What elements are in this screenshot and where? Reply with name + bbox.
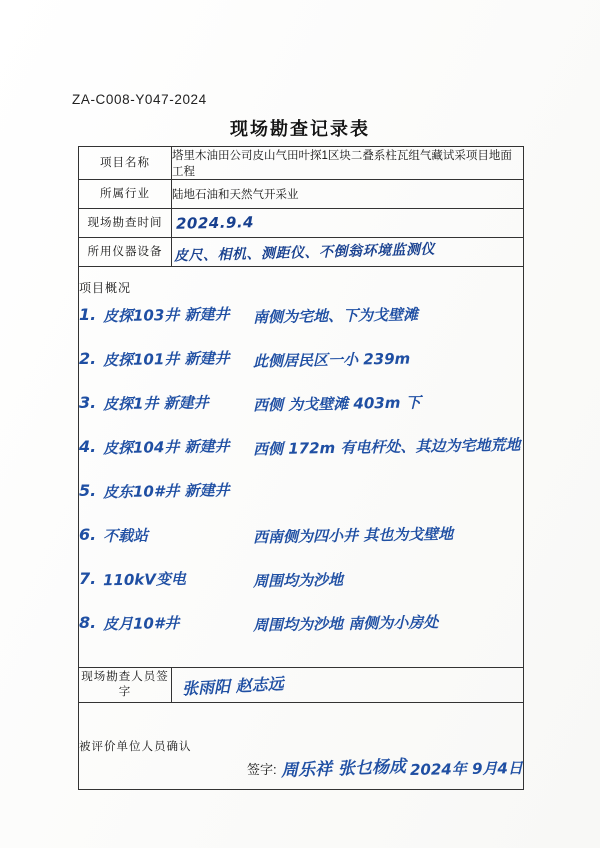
overview-item-left: 皮探1井 新建井 <box>102 392 209 413</box>
inspector-signature: 张雨阳 赵志远 <box>181 673 285 698</box>
value-inspector-signature-cell <box>172 668 524 703</box>
table-row-inspector-signature <box>79 668 524 703</box>
value-equipment: 皮尺、相机、测距仪、不倒翁环境监测仪 <box>173 241 436 265</box>
overview-item-left: 皮东10#井 新建井 <box>102 480 230 501</box>
overview-item-right: 周围均为沙地 <box>252 570 344 590</box>
overview-item-right: 西侧 172m 有电杆处、其边为宅地荒地 <box>252 435 521 458</box>
overview-item-right: 南侧为宅地、下为戈壁滩 <box>252 304 419 326</box>
overview-item-number: 7. <box>79 568 97 588</box>
value-survey-time: 2024.9.4 <box>175 213 255 233</box>
value-project-name: 塔里木油田公司皮山气田叶探1区块二叠系柱瓦组气藏试采项目地面工程 <box>172 147 524 180</box>
overview-item-number: 5. <box>79 480 97 500</box>
label-equipment: 所用仪器设备 <box>79 238 172 267</box>
overview-item-left: 皮月10#井 <box>102 613 180 633</box>
confirmation-date: 2024年 9月4日 <box>409 759 523 779</box>
label-industry: 所属行业 <box>79 180 172 209</box>
confirmation-signature-prefix: 签字: <box>247 762 277 777</box>
label-project-name: 项目名称 <box>79 147 172 180</box>
table-row-equipment <box>79 238 524 267</box>
confirmation-signature: 周乐祥 张乜杨成 <box>280 756 406 782</box>
overview-item-right <box>253 493 523 498</box>
list-item <box>79 436 523 480</box>
confirmation-cell <box>79 703 524 790</box>
document-title: 现场勘查记录表 <box>230 119 370 139</box>
confirmation-signature-line <box>247 754 523 782</box>
value-survey-time-cell <box>172 209 524 238</box>
list-item <box>79 348 523 392</box>
overview-item-right: 西南侧为四小井 其也为戈壁地 <box>252 524 454 546</box>
overview-label: 项目概况 <box>79 280 132 295</box>
table-row-project-name <box>79 147 524 180</box>
label-inspector-signature: 现场勘查人员签字 <box>79 668 172 703</box>
overview-item-number: 3. <box>79 392 97 412</box>
list-item <box>79 304 523 348</box>
table-row-confirmation <box>79 703 524 790</box>
list-item <box>79 480 523 524</box>
table-row-overview <box>79 267 524 668</box>
overview-item-left: 皮探101井 新建井 <box>102 348 230 369</box>
value-industry: 陆地石油和天然气开采业 <box>172 180 524 209</box>
overview-item-left: 110kV变电 <box>102 569 187 589</box>
list-item <box>79 392 523 436</box>
overview-item-left: 皮探103井 新建井 <box>102 304 230 325</box>
table-row-industry <box>79 180 524 209</box>
table-row-survey-time <box>79 209 524 238</box>
list-item <box>79 524 523 568</box>
overview-item-right: 此侧居民区一小 239m <box>252 349 411 370</box>
label-survey-time: 现场勘查时间 <box>79 209 172 238</box>
overview-item-number: 1. <box>79 304 97 324</box>
overview-item-left: 皮探104井 新建井 <box>102 436 230 457</box>
document-code: ZA-C008-Y047-2024 <box>72 92 207 107</box>
overview-item-left: 不载站 <box>102 526 149 545</box>
list-item <box>79 568 523 612</box>
survey-record-table <box>78 146 524 790</box>
confirmation-label: 被评价单位人员确认 <box>79 741 192 753</box>
overview-item-right: 周围均为沙地 南侧为小房处 <box>252 612 439 634</box>
overview-item-right: 西侧 为戈壁滩 403m 下 <box>252 392 421 414</box>
value-equipment-cell <box>172 238 524 267</box>
list-item <box>79 612 523 656</box>
overview-item-number: 2. <box>79 348 97 368</box>
overview-item-number: 8. <box>79 612 97 632</box>
overview-item-number: 4. <box>79 436 97 456</box>
overview-list <box>79 304 523 656</box>
overview-item-number: 6. <box>79 524 97 544</box>
overview-cell <box>79 267 524 668</box>
